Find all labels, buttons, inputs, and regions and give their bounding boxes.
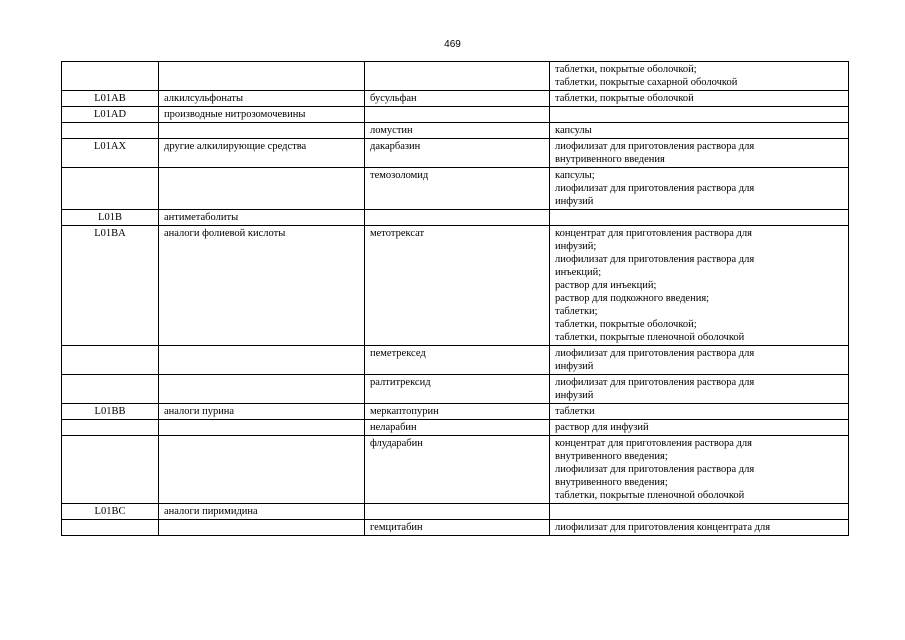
atc-code-cell — [62, 168, 159, 210]
table-row — [62, 404, 849, 420]
drug-name-cell — [365, 62, 550, 91]
drug-name-cell: меркаптопурин — [365, 404, 550, 420]
atc-code-cell: L01B — [62, 210, 159, 226]
dosage-form-line: инфузий — [555, 196, 594, 207]
table-row — [62, 226, 849, 346]
table-row — [62, 210, 849, 226]
dosage-forms-cell — [550, 168, 849, 210]
group-name-cell — [159, 520, 365, 536]
drug-name-cell: дакарбазин — [365, 139, 550, 168]
atc-code-cell: L01AX — [62, 139, 159, 168]
drug-name-cell: гемцитабин — [365, 520, 550, 536]
drug-name-cell: неларабин — [365, 420, 550, 436]
group-name-cell — [159, 375, 365, 404]
dosage-form-line: раствор для инъекций; — [555, 280, 657, 291]
atc-code-cell: L01BB — [62, 404, 159, 420]
atc-code-cell: L01AD — [62, 107, 159, 123]
atc-code-cell: L01BC — [62, 504, 159, 520]
group-name-cell: аналоги фолиевой кислоты — [159, 226, 365, 346]
dosage-form-line: таблетки — [555, 406, 595, 417]
page-number: 469 — [444, 39, 461, 50]
dosage-form-line: лиофилизат для приготовления раствора для — [555, 254, 755, 265]
dosage-form-line: таблетки, покрытые пленочной оболочкой — [555, 490, 745, 501]
dosage-forms-cell — [550, 107, 849, 123]
dosage-form-line: инфузий — [555, 390, 594, 401]
dosage-form-line: таблетки; — [555, 306, 598, 317]
group-name-cell: производные нитрозомочевины — [159, 107, 365, 123]
dosage-form-line: раствор для инфузий — [555, 422, 649, 433]
group-name-cell: антиметаболиты — [159, 210, 365, 226]
drug-name-cell: ралтитрексид — [365, 375, 550, 404]
group-name-cell: алкилсульфонаты — [159, 91, 365, 107]
table-body — [62, 62, 849, 536]
group-name-cell: аналоги пиримидина — [159, 504, 365, 520]
atc-code-cell: L01BA — [62, 226, 159, 346]
table-row — [62, 168, 849, 210]
table-row — [62, 62, 849, 91]
dosage-forms-cell — [550, 375, 849, 404]
dosage-form-line: таблетки, покрытые оболочкой — [555, 93, 694, 104]
group-name-cell — [159, 420, 365, 436]
dosage-form-line: инфузий; — [555, 241, 597, 252]
atc-code-cell — [62, 123, 159, 139]
group-name-cell: другие алкилирующие средства — [159, 139, 365, 168]
dosage-forms-cell — [550, 436, 849, 504]
atc-code-cell — [62, 420, 159, 436]
drug-name-cell: бусульфан — [365, 91, 550, 107]
atc-code-cell — [62, 375, 159, 404]
drug-name-cell: темозоломид — [365, 168, 550, 210]
dosage-form-line: внутривенного введения; — [555, 477, 668, 488]
dosage-forms-cell — [550, 520, 849, 536]
dosage-form-line: лиофилизат для приготовления раствора для — [555, 377, 755, 388]
drug-name-cell: метотрексат — [365, 226, 550, 346]
drug-name-cell — [365, 107, 550, 123]
table-row — [62, 107, 849, 123]
dosage-forms-cell — [550, 139, 849, 168]
dosage-form-line: концентрат для приготовления раствора для — [555, 438, 752, 449]
dosage-forms-cell — [550, 346, 849, 375]
dosage-form-line: инфузий — [555, 361, 594, 372]
dosage-forms-cell — [550, 226, 849, 346]
table-row — [62, 375, 849, 404]
group-name-cell — [159, 62, 365, 91]
dosage-forms-cell — [550, 504, 849, 520]
drug-name-cell: флударабин — [365, 436, 550, 504]
group-name-cell: аналоги пурина — [159, 404, 365, 420]
dosage-form-line: таблетки, покрытые оболочкой; — [555, 319, 697, 330]
atc-code-cell — [62, 436, 159, 504]
table-row — [62, 346, 849, 375]
dosage-form-line: лиофилизат для приготовления концентрата для — [555, 522, 771, 533]
dosage-form-line: лиофилизат для приготовления раствора для — [555, 464, 755, 475]
dosage-form-line: таблетки, покрытые пленочной оболочкой — [555, 332, 745, 343]
dosage-form-line: капсулы; — [555, 170, 595, 181]
dosage-forms-cell — [550, 91, 849, 107]
drug-name-cell: пеметрексед — [365, 346, 550, 375]
group-name-cell — [159, 123, 365, 139]
table-row — [62, 420, 849, 436]
dosage-form-line: инъекций; — [555, 267, 602, 278]
table-row — [62, 436, 849, 504]
atc-code-cell — [62, 520, 159, 536]
dosage-form-line: капсулы — [555, 125, 592, 136]
dosage-forms-cell — [550, 210, 849, 226]
dosage-form-line: лиофилизат для приготовления раствора для — [555, 141, 755, 152]
table-row — [62, 520, 849, 536]
group-name-cell — [159, 436, 365, 504]
table-row — [62, 91, 849, 107]
drug-name-cell — [365, 210, 550, 226]
dosage-form-line: лиофилизат для приготовления раствора для — [555, 348, 755, 359]
dosage-forms-cell — [550, 404, 849, 420]
dosage-form-line: концентрат для приготовления раствора для — [555, 228, 752, 239]
table-row — [62, 139, 849, 168]
atc-code-cell — [62, 62, 159, 91]
drug-name-cell: ломустин — [365, 123, 550, 139]
atc-code-cell: L01AB — [62, 91, 159, 107]
group-name-cell — [159, 346, 365, 375]
dosage-forms-cell — [550, 62, 849, 91]
atc-code-cell — [62, 346, 159, 375]
table-row — [62, 123, 849, 139]
dosage-form-line: внутривенного введения — [555, 154, 665, 165]
dosage-form-line: раствор для подкожного введения; — [555, 293, 710, 304]
dosage-form-line: внутривенного введения; — [555, 451, 668, 462]
drug-name-cell — [365, 504, 550, 520]
dosage-form-line: таблетки, покрытые сахарной оболочкой — [555, 77, 738, 88]
drug-classification-table — [61, 61, 849, 536]
dosage-forms-cell — [550, 420, 849, 436]
dosage-form-line: лиофилизат для приготовления раствора для — [555, 183, 755, 194]
dosage-form-line: таблетки, покрытые оболочкой; — [555, 64, 697, 75]
table-row — [62, 504, 849, 520]
group-name-cell — [159, 168, 365, 210]
dosage-forms-cell — [550, 123, 849, 139]
